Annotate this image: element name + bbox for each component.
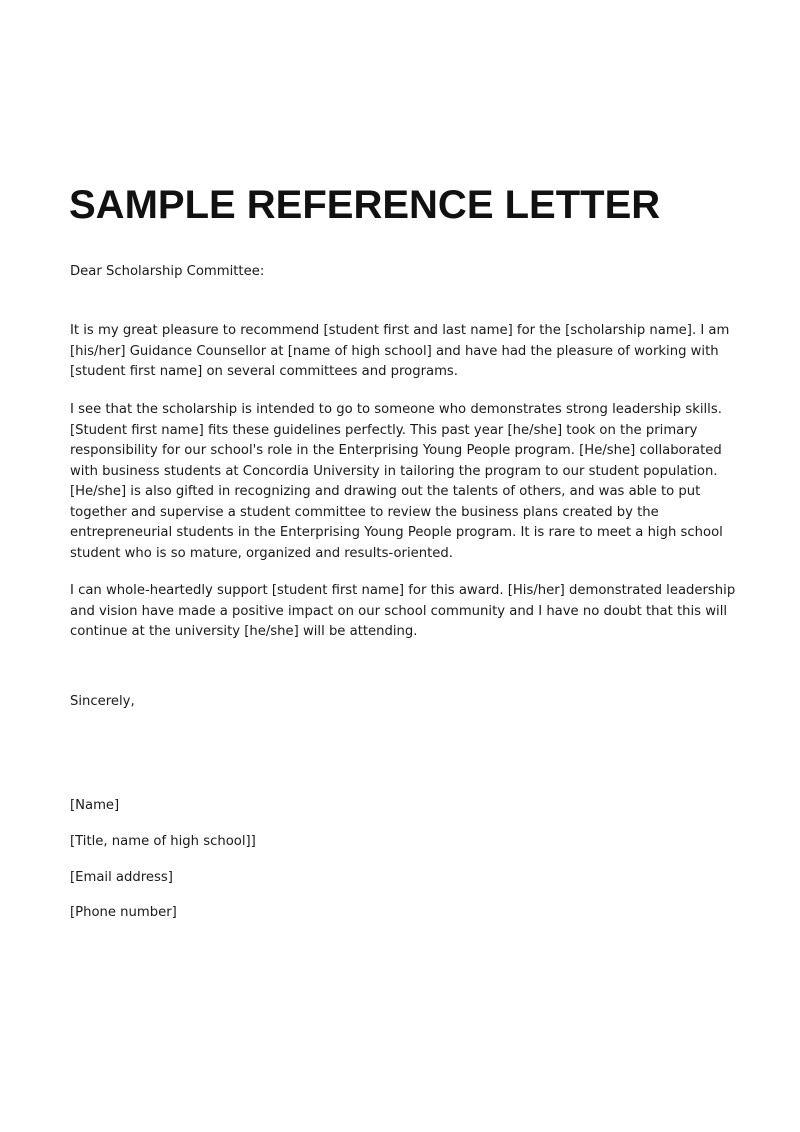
signature-title: [Title, name of high school]] <box>70 834 256 849</box>
signature-phone: [Phone number] <box>70 905 177 920</box>
salutation: Dear Scholarship Committee: <box>70 264 265 279</box>
signature-email: [Email address] <box>70 870 173 885</box>
closing: Sincerely, <box>70 694 135 709</box>
paragraph-recommendation: It is my great pleasure to recommend [student first and last name] for the [scholarship name]. I am [his/her] Guidance Counsellor at [name of high school] and have had the pleasure of working with [student first name] on several committees and programs. <box>70 323 730 379</box>
signature-name: [Name] <box>70 798 120 813</box>
page-title: SAMPLE REFERENCE LETTER <box>69 183 661 227</box>
paragraph-leadership: I see that the scholarship is intended to go to someone who demonstrates strong leadership skills. [Student first name] fits these guidelines perfectly. This past year [he/she] took on the primary responsibility for our school's role in the Enterprising Young People program. [He/she] collaborated with business students at Concordia University in tailoring the program to our student population. [He/she] is also gifted in recognizing and drawing out the talents of others, and was able to put together and supervise a student committee to review the business plans created by the entrepreneurial students in the Enterprising Young People program. It is rare to meet a high school student who is so mature, organized and results-oriented. <box>70 402 723 561</box>
paragraph-support: I can whole-heartedly support [student first name] for this award. [His/her] demonstrated leadership and vision have made a positive impact on our school community and I have no doubt that this will continue at the university [he/she] will be attending. <box>70 583 736 639</box>
